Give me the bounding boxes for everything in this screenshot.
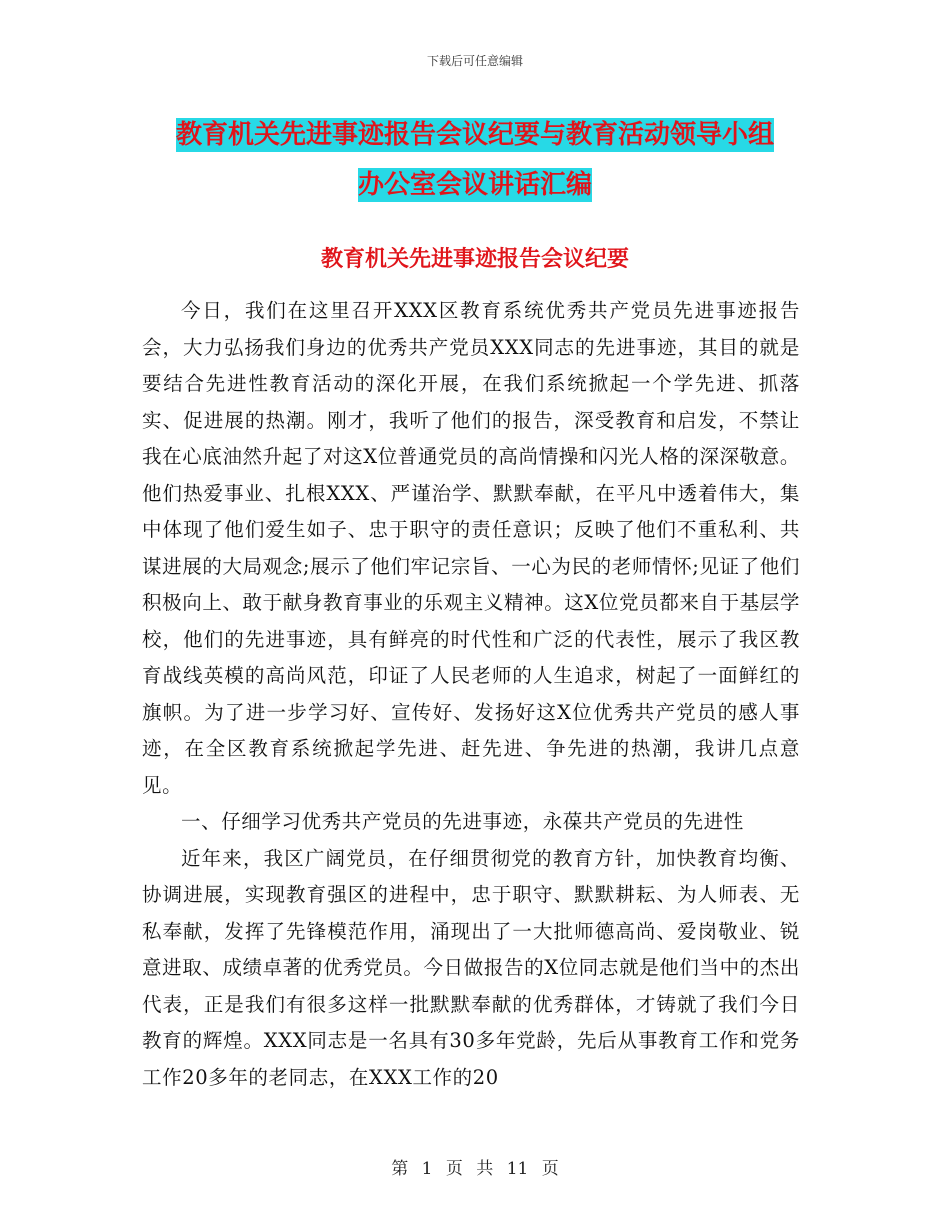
document-title-line2: 办公室会议讲话汇编 (357, 170, 592, 200)
document-title-line1: 教育机关先进事迹报告会议纪要与教育活动领导小组 (175, 120, 774, 150)
page-header-note: 下载后可任意编辑 (426, 54, 523, 68)
body-paragraph: 近年来，我区广阔党员，在仔细贯彻党的教育方针，加快教育均衡、协调进展，实现教育强区的进程中，忠于职守、默默耕耘、为人师表、无私奉献，发挥了先锋模范作用，涌现出了一大批师德高尚、爱岗敬业、锐意进取、成绩卓著的优秀党员。今日做报告的X位同志就是他们当中的杰出代表，正是我们有很多这样一批默默奉献的优秀群体，才铸就了我们今日教育的辉煌。XXX同志是一名具有30多年党龄，先后从事教育工作和党务工作20多年的老同志，在XXX工作的20 (142, 846, 800, 1089)
section-title: 教育机关先进事迹报告会议纪要 (320, 247, 629, 272)
body-heading: 一、仔细学习优秀共产党员的先进事迹，永葆共产党员的先进性 (181, 810, 744, 833)
page-number-footer: 第 1 页 共 11 页 (391, 1159, 559, 1179)
body-paragraph: 今日，我们在这里召开XXX区教育系统优秀共产党员先进事迹报告会，大力弘扬我们身边的优秀共产党员XXX同志的先进事迹，其目的就是要结合先进性教育活动的深化开展，在我们系统掀起一个学先进、抓落实、促进展的热潮。刚才，我听了他们的报告，深受教育和启发，不禁让我在心底油然升起了对这X位普通党员的高尚情操和闪光人格的深深敬意。他们热爱事业、扎根XXX、严谨治学、默默奉献，在平凡中透着伟大，集中体现了他们爱生如子、忠于职守的责任意识；反映了他们不重私利、共谋进展的大局观念;展示了他们牢记宗旨、一心为民的老师情怀;见证了他们积极向上、敢于献身教育事业的乐观主义精神。这X位党员都来自于基层学校，他们的先进事迹，具有鲜亮的时代性和广泛的代表性，展示了我区教育战线英模的高尚风范，印证了人民老师的人生追求，树起了一面鲜红的旗帜。为了进一步学习好、宣传好、发扬好这X位优秀共产党员的感人事迹，在全区教育系统掀起学先进、赶先进、争先进的热潮，我讲几点意见。 (142, 299, 800, 797)
document-title (0, 110, 950, 210)
document-body (142, 293, 800, 1096)
